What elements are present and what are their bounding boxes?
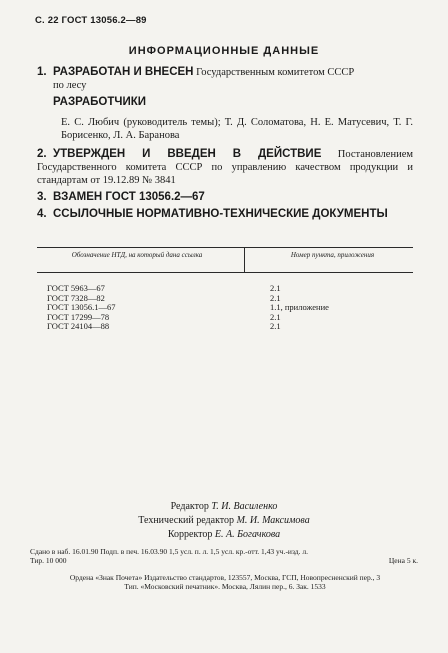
publisher-info <box>35 573 415 591</box>
developers-heading: РАЗРАБОТЧИКИ <box>53 96 146 108</box>
table-row <box>37 322 413 332</box>
cell-clause: 2.1 <box>270 311 281 322</box>
cell-clause: 1.1, приложение <box>270 302 329 312</box>
tech-editor-label: Технический редактор <box>138 515 235 526</box>
cell-document: ГОСТ 7328—82 <box>47 292 105 303</box>
editor-name: Т. И. Василенко <box>211 501 278 512</box>
print-run: Тир. 10 000 <box>30 556 67 565</box>
section-2-text: Постановлением Государственного комитета СССР по управлению качеством продукции и стандартам от 19.12.89 № 3841 <box>37 149 413 186</box>
section-4 <box>37 208 413 221</box>
section-3-lead: ВЗАМЕН ГОСТ 13056.2—67 <box>53 191 205 203</box>
imprint-line-1: Сдано в наб. 16.01.90 Подп. в печ. 16.03.90 1,5 усл. п. л. 1,5 усл. кр.-отт. 1,43 уч.-изд. л. <box>30 547 308 556</box>
section-4-number: 4. <box>37 208 47 220</box>
cell-clause: 2.1 <box>270 283 281 293</box>
editor-label: Редактор <box>170 501 209 512</box>
section-4-lead: ССЫЛОЧНЫЕ НОРМАТИВНО-ТЕХНИЧЕСКИЕ ДОКУМЕНТЫ <box>53 208 388 220</box>
reference-table <box>37 247 413 332</box>
cell-clause: 2.1 <box>270 292 281 303</box>
imprint-line-2 <box>30 556 418 565</box>
page-header: С. 22 ГОСТ 13056.2—89 <box>35 15 147 26</box>
section-1-line2: по лесу <box>53 80 87 91</box>
table-header <box>37 247 413 273</box>
section-2-number: 2. <box>37 148 47 160</box>
column-divider <box>244 248 245 272</box>
tech-editor-name: М. И. Максимова <box>236 515 310 526</box>
section-2-lead: УТВЕРЖДЕН И ВВЕДЕН В ДЕЙСТВИЕ <box>53 148 322 160</box>
editor-line <box>0 500 448 514</box>
corrector-line <box>0 528 448 542</box>
section-3 <box>37 191 413 204</box>
section-2 <box>37 148 413 187</box>
price: Цена 5 к. <box>388 556 418 565</box>
cell-document: ГОСТ 17299—78 <box>47 311 110 322</box>
developers-list: Е. С. Любич (руководитель темы); Т. Д. Соломатова, Н. Е. Матусевич, Т. Г. Борисенко, Л. А. Баранова <box>61 117 413 141</box>
column-header-document: Обозначение НТД, на который дана ссылка <box>71 251 203 259</box>
publisher-line-2: Тип. «Московский печатник». Москва, Лялин пер., 6. Зак. 1533 <box>124 582 326 591</box>
cell-document: ГОСТ 24104—88 <box>47 321 110 331</box>
section-3-number: 3. <box>37 191 47 203</box>
print-imprint <box>30 547 418 565</box>
section-1 <box>37 66 413 92</box>
cell-document: ГОСТ 5963—67 <box>47 283 105 293</box>
page-title: ИНФОРМАЦИОННЫЕ ДАННЫЕ <box>128 45 320 57</box>
section-1-text: Государственным комитетом СССР <box>193 67 355 78</box>
column-header-clause: Номер пункта, приложения <box>290 251 375 259</box>
corrector-name: Е. А. Богачкова <box>214 529 281 540</box>
editorial-credits <box>0 500 448 542</box>
section-1-lead: РАЗРАБОТАН И ВНЕСЕН <box>53 66 194 78</box>
cell-document: ГОСТ 13056.1—67 <box>47 302 116 312</box>
publisher-line-1: Ордена «Знак Почета» Издательство стандартов, 123557, Москва, ГСП, Новопресненский пер., 3 <box>69 573 381 582</box>
tech-editor-line <box>0 514 448 528</box>
table-body <box>37 284 413 332</box>
section-1-number: 1. <box>37 66 47 78</box>
corrector-label: Корректор <box>167 529 213 540</box>
cell-clause: 2.1 <box>270 321 281 331</box>
